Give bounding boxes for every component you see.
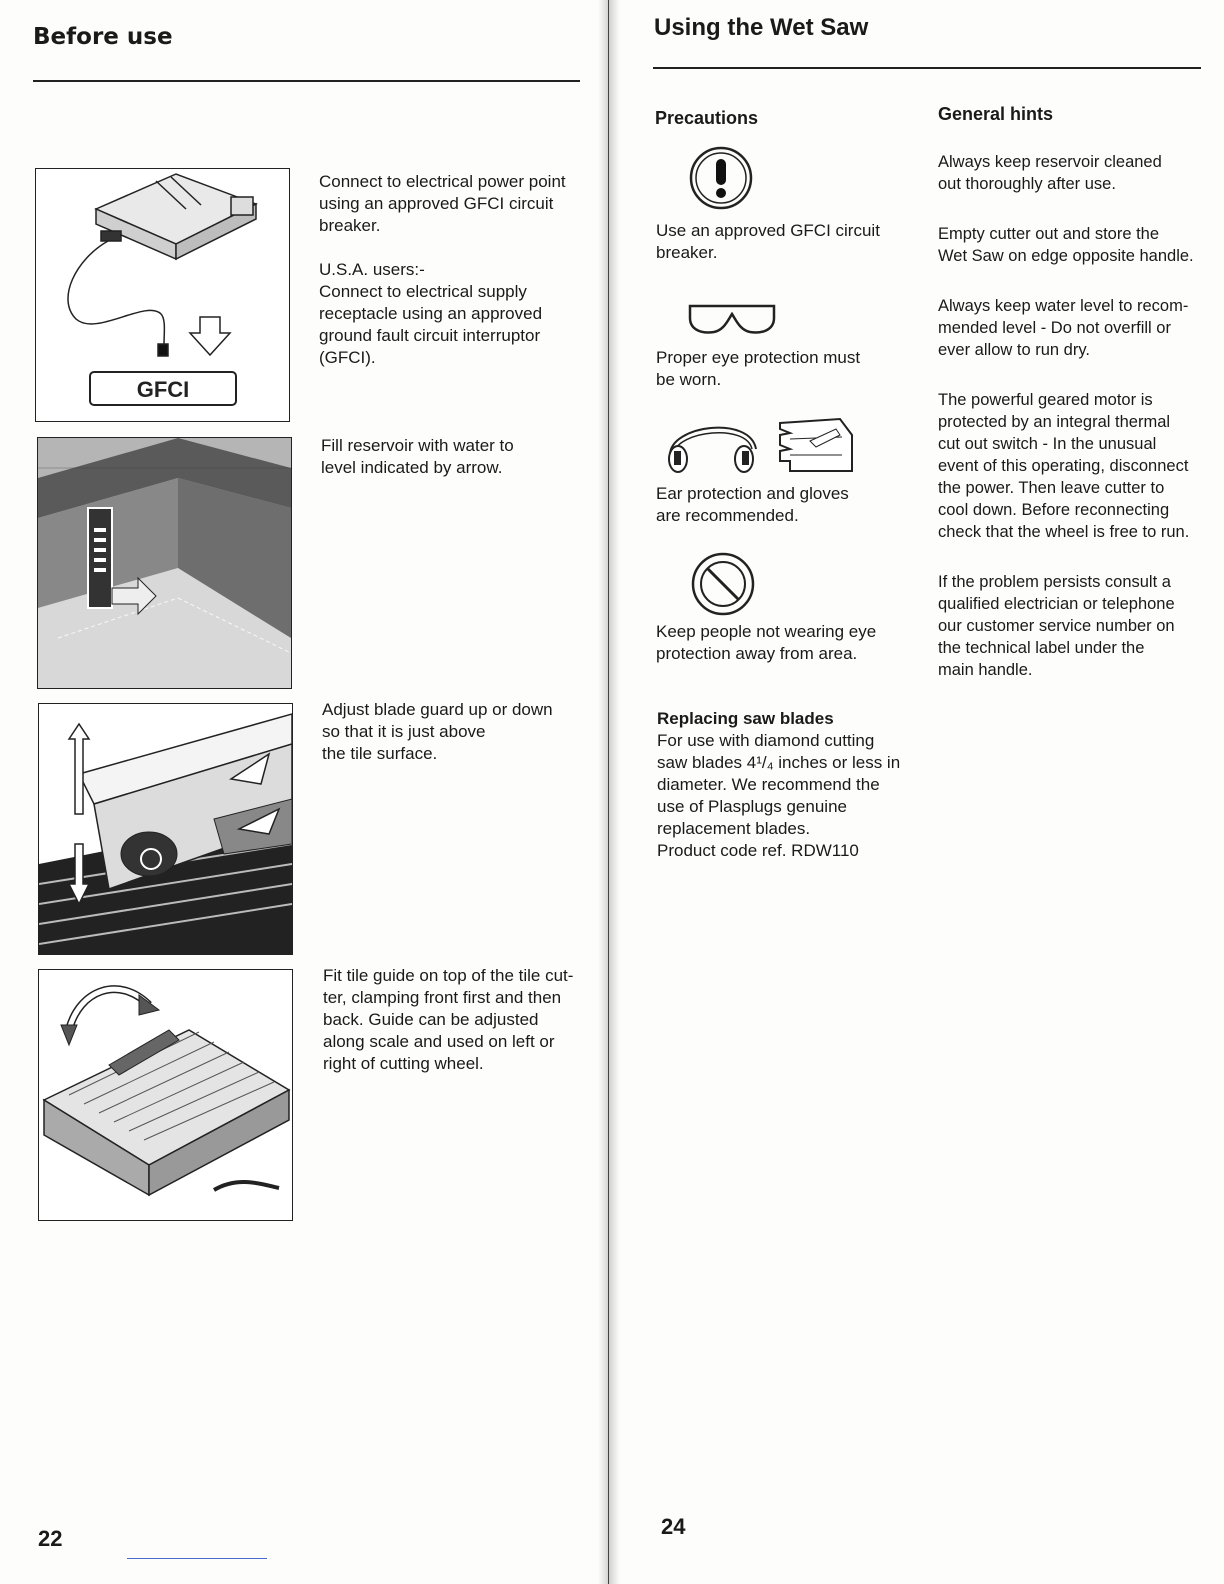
- left-page-number: 22: [38, 1526, 63, 1551]
- prohibited-icon: [690, 551, 756, 617]
- hint-paragraph: The powerful geared motor is protected by an integral thermal cut out switch - In the unusual event of this operating, disconnect the power. Then leave cutter to cool down. Before reconnecting check that the wheel is free to run.: [938, 391, 1190, 541]
- gfci-illustration: [35, 168, 290, 422]
- page-gutter: [598, 0, 620, 1584]
- precautions-heading: Precautions: [655, 108, 759, 128]
- right-title-rule: [653, 67, 1201, 69]
- precaution-1-text: Use an approved GFCI circuit breaker.: [656, 221, 880, 262]
- replacing-text: For use with diamond cutting saw blades 4¹/₄ inches or less in diameter. We recommend the use of Plasplugs genuine replacement blades. Product code ref. RDW110: [657, 731, 901, 860]
- precaution-3-text: Ear protection and gloves are recommended.: [656, 484, 849, 525]
- replacing-heading: Replacing saw blades: [657, 709, 834, 728]
- hint-paragraph: Empty cutter out and store the Wet Saw on edge opposite handle.: [938, 225, 1194, 265]
- left-page-title: Before use: [33, 24, 173, 50]
- step-3-text: Adjust blade guard up or down so that it is just above the tile surface.: [322, 700, 553, 763]
- blade-guard-illustration: [38, 703, 293, 955]
- step-1-text: Connect to electrical power point using an approved GFCI circuit breaker. U.S.A. users:- Connect to electrical supply receptacle using an approved ground fault circuit interruptor (GFCI).: [319, 172, 566, 367]
- precaution-4-text: Keep people not wearing eye protection away from area.: [656, 622, 877, 663]
- exclamation-icon: [688, 145, 754, 211]
- hint-paragraph: Always keep water level to recom- mended level - Do not overfill or ever allow to run dry.: [938, 297, 1189, 359]
- gfci-label: GFCI: [136, 377, 190, 402]
- left-title-rule: [33, 80, 580, 82]
- general-hints-heading: General hints: [938, 104, 1054, 124]
- general-hints-text: [938, 129, 1208, 709]
- hint-paragraph: Always keep reservoir cleaned out thoroughly after use.: [938, 153, 1162, 193]
- right-page-title: Using the Wet Saw: [654, 14, 869, 41]
- step-2-text: Fill reservoir with water to level indicated by arrow.: [321, 436, 514, 477]
- precaution-2-text: Proper eye protection must be worn.: [656, 348, 861, 389]
- blue-mark: [127, 1558, 267, 1559]
- reservoir-illustration: [37, 437, 292, 689]
- tile-guide-illustration: [38, 969, 293, 1221]
- goggles-icon: [688, 302, 776, 338]
- ear-protection-gloves-icon: [660, 415, 856, 477]
- right-page-number: 24: [661, 1514, 686, 1539]
- hint-paragraph: If the problem persists consult a qualified electrician or telephone our customer service number on the technical label under the main handle.: [938, 573, 1175, 679]
- step-4-text: Fit tile guide on top of the tile cut- ter, clamping front first and then back. Guide can be adjusted along scale and used on left or right of cutting wheel.: [323, 966, 574, 1073]
- page-gutter-line: [608, 0, 609, 1584]
